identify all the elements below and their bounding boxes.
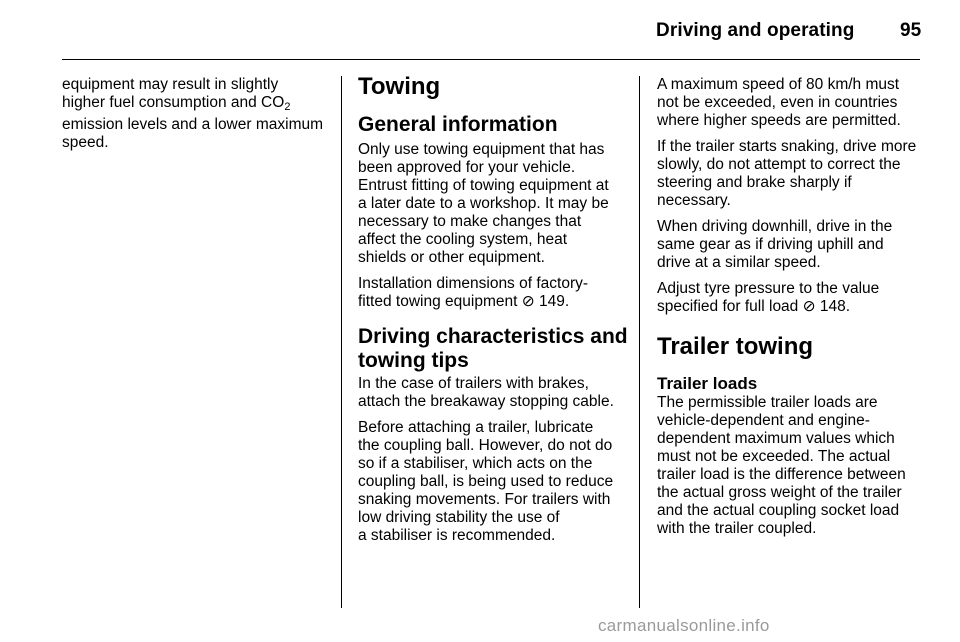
text-line: The permissible trailer loads are [657, 394, 878, 411]
text-line: not be exceeded, even in countries [657, 94, 898, 111]
text-line: slowly, do not attempt to correct the [657, 156, 901, 173]
page-reference: specified for full load ⊘ 148. [657, 298, 851, 315]
paragraph [657, 138, 927, 210]
column-right [657, 76, 927, 546]
text-line: A maximum speed of 80 km/h must [657, 76, 900, 93]
subheading-driving-characteristics: Driving characteristics and towing tips [358, 325, 628, 372]
column-middle [358, 74, 628, 553]
text-line: In the case of trailers with brakes, [358, 375, 589, 392]
watermark: carmanualsonline.info [598, 616, 770, 635]
text-line: a stabiliser is recommended. [358, 527, 556, 544]
text-line: low driving stability the use of [358, 509, 560, 526]
paragraph [358, 275, 628, 311]
text-line: Before attaching a trailer, lubricate [358, 419, 594, 436]
text-line: been approved for your vehicle. [358, 159, 576, 176]
text-line: necessary. [657, 192, 731, 209]
text-line: speed. [62, 134, 109, 151]
text-line: Entrust fitting of towing equipment at [358, 177, 609, 194]
text-line: the actual gross weight of the trailer [657, 484, 902, 501]
paragraph [358, 375, 628, 411]
text-line: attach the breakaway stopping cable. [358, 393, 614, 410]
text-line: vehicle-dependent and engine- [657, 412, 870, 429]
subheading-trailer-loads: Trailer loads [657, 374, 758, 393]
column-divider [341, 76, 342, 608]
text-line-co2: higher fuel consumption and $CO_2$ [62, 94, 291, 113]
subheading-general-information: General information [358, 113, 558, 136]
paragraph [657, 218, 927, 272]
text-line: Adjust tyre pressure to the value [657, 280, 880, 297]
text-line: equipment may result in slightly [62, 76, 279, 93]
column-left [62, 76, 330, 160]
text-line: emission levels and a lower maximum [62, 116, 324, 133]
section-heading-towing: Towing [358, 73, 441, 100]
paragraph [657, 394, 927, 538]
column-divider [639, 76, 640, 608]
text-line: Installation dimensions of factory- [358, 275, 589, 292]
text-line: a later date to a workshop. It may be [358, 195, 609, 212]
text-line: must not be exceeded. The actual [657, 448, 891, 465]
text-line: where higher speeds are permitted. [657, 112, 901, 129]
section-heading-trailer-towing: Trailer towing [657, 333, 814, 360]
text-line: affect the cooling system, heat [358, 231, 568, 248]
text-line: trailer load is the difference between [657, 466, 906, 483]
page-reference: fitted towing equipment ⊘ 149. [358, 293, 570, 310]
text-line: When driving downhill, drive in the [657, 218, 893, 235]
text-line: the coupling ball. However, do not do [358, 437, 613, 454]
text-line: same gear as if driving uphill and [657, 236, 884, 253]
subscript: 2 [284, 101, 291, 113]
text-line: steering and brake sharply if [657, 174, 852, 191]
text-line: coupling ball, is being used to reduce [358, 473, 614, 490]
text-line: Only use towing equipment that has [358, 141, 605, 158]
page-header [0, 18, 960, 48]
page-number: 95 [900, 20, 922, 41]
text-line: so if a stabiliser, which acts on the [358, 455, 593, 472]
text-line: If the trailer starts snaking, drive more [657, 138, 917, 155]
text-line: with the trailer coupled. [657, 520, 817, 537]
text-line: drive at a similar speed. [657, 254, 821, 271]
text-line: necessary to make changes that [358, 213, 582, 230]
text-line: snaking movements. For trailers with [358, 491, 611, 508]
paragraph [358, 419, 628, 545]
header-divider [62, 59, 920, 60]
paragraph [62, 76, 330, 152]
paragraph [358, 141, 628, 267]
text-line: shields or other equipment. [358, 249, 545, 266]
paragraph [657, 280, 927, 316]
text-line: and the actual coupling socket load [657, 502, 900, 519]
text-line: dependent maximum values which [657, 430, 895, 447]
paragraph [657, 76, 927, 130]
header-title: Driving and operating [656, 20, 855, 41]
